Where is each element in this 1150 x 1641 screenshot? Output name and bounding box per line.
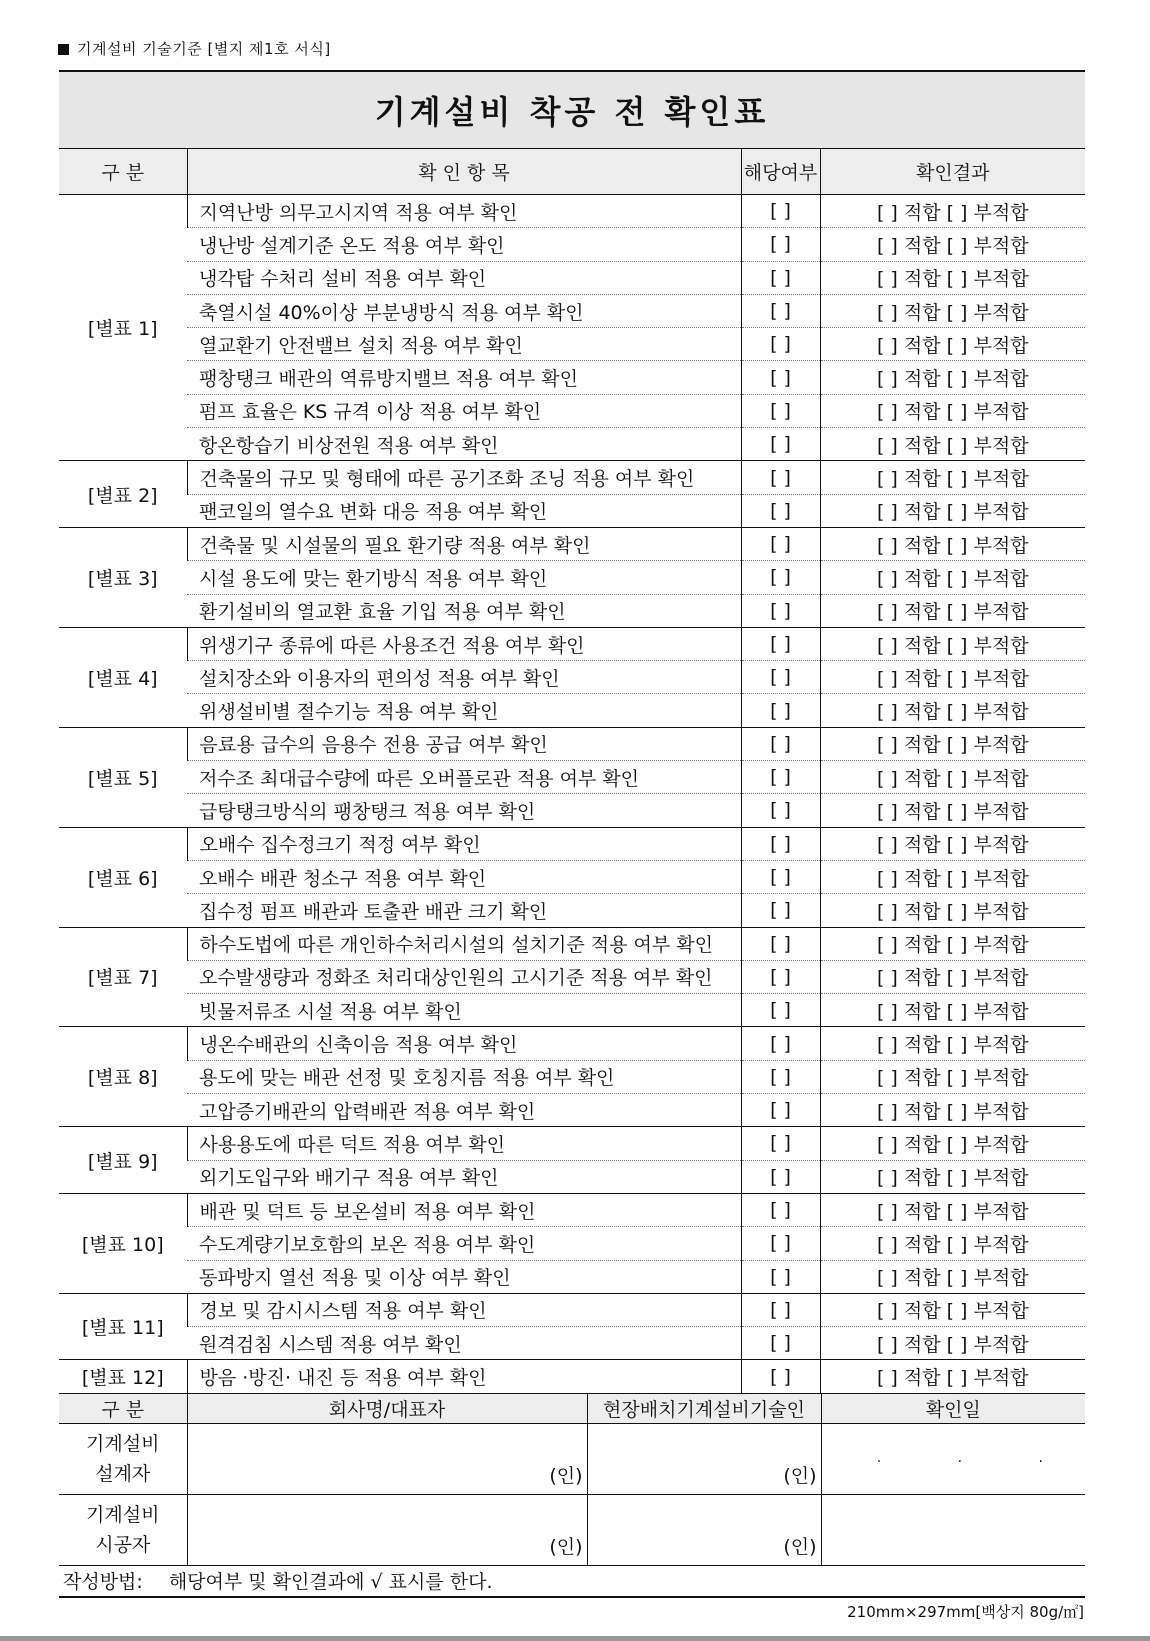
writing-method-text: 해당여부 및 확인결과에 √ 표시를 한다.	[168, 1571, 493, 1594]
result-checkboxes[interactable]: [ ] 적합 [ ] 부적합	[820, 694, 1085, 727]
check-item: 위생설비별 절수기능 적용 여부 확인	[187, 694, 741, 727]
check-item: 경보 및 감시시스템 적용 여부 확인	[187, 1293, 741, 1326]
check-item: 축열시설 40%이상 부분냉방식 적용 여부 확인	[187, 294, 741, 327]
result-checkboxes[interactable]: [ ] 적합 [ ] 부적합	[820, 228, 1085, 261]
signature-row-designer	[59, 1423, 1085, 1494]
check-item: 동파방지 열선 적용 및 이상 여부 확인	[187, 1260, 741, 1293]
checklist-row	[59, 394, 1085, 427]
checklist-row	[59, 960, 1085, 993]
checklist-row	[59, 860, 1085, 893]
section-label: [별표 4]	[59, 627, 187, 727]
applicable-checkbox[interactable]: [ ]	[741, 827, 820, 860]
check-item: 건축물의 규모 및 형태에 따른 공기조화 조닝 적용 여부 확인	[187, 461, 741, 494]
checklist-row	[59, 661, 1085, 694]
applicable-checkbox[interactable]: [ ]	[741, 494, 820, 527]
check-item: 냉각탑 수처리 설비 적용 여부 확인	[187, 261, 741, 294]
column-result: 확인결과	[820, 149, 1085, 195]
seal-mark: (인)	[549, 1464, 583, 1487]
applicable-checkbox[interactable]: [ ]	[741, 294, 820, 327]
section-label: [별표 9]	[59, 1127, 187, 1194]
check-item: 펌프 효율은 KS 규격 이상 적용 여부 확인	[187, 394, 741, 427]
designer-date-field[interactable]	[821, 1423, 1085, 1494]
sign-column-category: 구 분	[59, 1394, 187, 1424]
result-checkboxes[interactable]: [ ] 적합 [ ] 부적합	[820, 1260, 1085, 1293]
check-item: 건축물 및 시설물의 필요 환기량 적용 여부 확인	[187, 527, 741, 560]
constructor-label: 기계설비 시공자	[59, 1494, 187, 1565]
date-dots: . . .	[876, 1449, 1079, 1466]
seal-mark: (인)	[783, 1464, 817, 1487]
seal-mark: (인)	[549, 1535, 583, 1558]
checklist-row	[59, 1360, 1085, 1393]
applicable-checkbox[interactable]: [ ]	[741, 927, 820, 960]
checklist-row	[59, 461, 1085, 494]
check-item: 오배수 배관 청소구 적용 여부 확인	[187, 860, 741, 893]
result-checkboxes[interactable]: [ ] 적합 [ ] 부적합	[820, 1060, 1085, 1093]
bottom-divider	[0, 1636, 1150, 1641]
applicable-checkbox[interactable]: [ ]	[741, 261, 820, 294]
checklist-row	[59, 827, 1085, 860]
check-item: 저수조 최대급수량에 따른 오버플로관 적용 여부 확인	[187, 761, 741, 794]
result-checkboxes[interactable]: [ ] 적합 [ ] 부적합	[820, 594, 1085, 627]
applicable-checkbox[interactable]: [ ]	[741, 1193, 820, 1226]
applicable-checkbox[interactable]: [ ]	[741, 1260, 820, 1293]
applicable-checkbox[interactable]: [ ]	[741, 195, 820, 228]
result-checkboxes[interactable]: [ ] 적합 [ ] 부적합	[820, 761, 1085, 794]
applicable-checkbox[interactable]: [ ]	[741, 661, 820, 694]
checklist-row	[59, 328, 1085, 361]
result-checkboxes[interactable]: [ ] 적합 [ ] 부적합	[820, 1027, 1085, 1060]
checklist-row	[59, 994, 1085, 1027]
applicable-checkbox[interactable]: [ ]	[741, 960, 820, 993]
applicable-checkbox[interactable]: [ ]	[741, 727, 820, 760]
checklist-row	[59, 594, 1085, 627]
result-checkboxes[interactable]: [ ] 적합 [ ] 부적합	[820, 1160, 1085, 1193]
check-item: 지역난방 의무고시지역 적용 여부 확인	[187, 195, 741, 228]
result-checkboxes[interactable]: [ ] 적합 [ ] 부적합	[820, 727, 1085, 760]
applicable-checkbox[interactable]: [ ]	[741, 527, 820, 560]
applicable-checkbox[interactable]: [ ]	[741, 428, 820, 461]
check-item: 열교환기 안전밸브 설치 적용 여부 확인	[187, 328, 741, 361]
sign-column-company: 회사명/대표자	[187, 1394, 587, 1424]
result-checkboxes[interactable]: [ ] 적합 [ ] 부적합	[820, 1293, 1085, 1326]
applicable-checkbox[interactable]: [ ]	[741, 1160, 820, 1193]
section-label: [별표 1]	[59, 195, 187, 461]
checklist-row	[59, 894, 1085, 927]
applicable-checkbox[interactable]: [ ]	[741, 627, 820, 660]
check-item: 시설 용도에 맞는 환기방식 적용 여부 확인	[187, 561, 741, 594]
applicable-checkbox[interactable]: [ ]	[741, 1027, 820, 1060]
section-label: [별표 3]	[59, 527, 187, 627]
designer-label: 기계설비 설계자	[59, 1423, 187, 1494]
result-checkboxes[interactable]: [ ] 적합 [ ] 부적합	[820, 827, 1085, 860]
checklist-row	[59, 761, 1085, 794]
writing-method	[59, 1566, 1085, 1596]
constructor-engineer-field[interactable]	[587, 1494, 821, 1565]
check-item: 항온항습기 비상전원 적용 여부 확인	[187, 428, 741, 461]
check-item: 외기도입구와 배기구 적용 여부 확인	[187, 1160, 741, 1193]
check-item: 집수정 펌프 배관과 토출관 배관 크기 확인	[187, 894, 741, 927]
checklist-row	[59, 261, 1085, 294]
applicable-checkbox[interactable]: [ ]	[741, 461, 820, 494]
applicable-checkbox[interactable]: [ ]	[741, 1293, 820, 1326]
result-checkboxes[interactable]: [ ] 적합 [ ] 부적합	[820, 1227, 1085, 1260]
checklist-row	[59, 228, 1085, 261]
checklist-row	[59, 294, 1085, 327]
result-checkboxes[interactable]: [ ] 적합 [ ] 부적합	[820, 261, 1085, 294]
result-checkboxes[interactable]: [ ] 적합 [ ] 부적합	[820, 1127, 1085, 1160]
signature-header-row	[59, 1394, 1085, 1424]
applicable-checkbox[interactable]: [ ]	[741, 394, 820, 427]
applicable-checkbox[interactable]: [ ]	[741, 860, 820, 893]
applicable-checkbox[interactable]: [ ]	[741, 1060, 820, 1093]
seal-mark: (인)	[783, 1535, 817, 1558]
applicable-checkbox[interactable]: [ ]	[741, 228, 820, 261]
sign-column-engineer: 현장배치기계설비기술인	[587, 1394, 821, 1424]
applicable-checkbox[interactable]: [ ]	[741, 361, 820, 394]
column-category: 구 분	[59, 149, 187, 195]
result-checkboxes[interactable]: [ ] 적합 [ ] 부적합	[820, 661, 1085, 694]
applicable-checkbox[interactable]: [ ]	[741, 1127, 820, 1160]
applicable-checkbox[interactable]: [ ]	[741, 761, 820, 794]
checklist-row	[59, 1327, 1085, 1360]
checklist-row	[59, 527, 1085, 560]
check-item: 오수발생량과 정화조 처리대상인원의 고시기준 적용 여부 확인	[187, 960, 741, 993]
check-item: 냉온수배관의 신축이음 적용 여부 확인	[187, 1027, 741, 1060]
result-checkboxes[interactable]: [ ] 적합 [ ] 부적합	[820, 294, 1085, 327]
checklist-table	[59, 149, 1085, 1394]
checklist-row	[59, 794, 1085, 827]
checklist-row	[59, 1094, 1085, 1127]
result-checkboxes[interactable]: [ ] 적합 [ ] 부적합	[820, 461, 1085, 494]
square-bullet-icon	[58, 44, 69, 55]
result-checkboxes[interactable]: [ ] 적합 [ ] 부적합	[820, 494, 1085, 527]
applicable-checkbox[interactable]: [ ]	[741, 594, 820, 627]
constructor-date-field[interactable]	[821, 1494, 1085, 1565]
result-checkboxes[interactable]: [ ] 적합 [ ] 부적합	[820, 561, 1085, 594]
checklist-row	[59, 1227, 1085, 1260]
checklist-row	[59, 1027, 1085, 1060]
section-label: [별표 12]	[59, 1360, 187, 1393]
result-checkboxes[interactable]: [ ] 적합 [ ] 부적합	[820, 361, 1085, 394]
section-label: [별표 11]	[59, 1293, 187, 1360]
result-checkboxes[interactable]: [ ] 적합 [ ] 부적합	[820, 627, 1085, 660]
check-item: 고압증기배관의 압력배관 적용 여부 확인	[187, 1094, 741, 1127]
check-item: 하수도법에 따른 개인하수처리시설의 설치기준 적용 여부 확인	[187, 927, 741, 960]
check-item: 방음 ·방진· 내진 등 적용 여부 확인	[187, 1360, 741, 1393]
result-checkboxes[interactable]: [ ] 적합 [ ] 부적합	[820, 860, 1085, 893]
checklist-row	[59, 1193, 1085, 1226]
checklist-row	[59, 694, 1085, 727]
applicable-checkbox[interactable]: [ ]	[741, 328, 820, 361]
result-checkboxes[interactable]: [ ] 적합 [ ] 부적합	[820, 894, 1085, 927]
form-header-label: 기계설비 기술기준 [별지 제1호 서식]	[58, 38, 331, 59]
section-label: [별표 2]	[59, 461, 187, 528]
checklist-row	[59, 561, 1085, 594]
check-item: 위생기구 종류에 따른 사용조건 적용 여부 확인	[187, 627, 741, 660]
check-item: 음료용 급수의 음용수 전용 공급 여부 확인	[187, 727, 741, 760]
check-item: 팽창탱크 배관의 역류방지밸브 적용 여부 확인	[187, 361, 741, 394]
result-checkboxes[interactable]: [ ] 적합 [ ] 부적합	[820, 328, 1085, 361]
result-checkboxes[interactable]: [ ] 적합 [ ] 부적합	[820, 1360, 1085, 1393]
designer-engineer-field[interactable]	[587, 1423, 821, 1494]
checklist-form	[59, 70, 1085, 1598]
constructor-company-field[interactable]	[187, 1494, 587, 1565]
checklist-row	[59, 428, 1085, 461]
check-item: 냉난방 설계기준 온도 적용 여부 확인	[187, 228, 741, 261]
check-item: 급탕탱크방식의 팽창탱크 적용 여부 확인	[187, 794, 741, 827]
check-item: 팬코일의 열수요 변화 대응 적용 여부 확인	[187, 494, 741, 527]
check-item: 빗물저류조 시설 적용 여부 확인	[187, 994, 741, 1027]
result-checkboxes[interactable]: [ ] 적합 [ ] 부적합	[820, 994, 1085, 1027]
applicable-checkbox[interactable]: [ ]	[741, 694, 820, 727]
check-item: 수도계량기보호함의 보온 적용 여부 확인	[187, 1227, 741, 1260]
applicable-checkbox[interactable]: [ ]	[741, 894, 820, 927]
paper-spec: 210mm×297mm[백상지 80g/㎡]	[847, 1603, 1084, 1621]
checklist-row	[59, 1060, 1085, 1093]
checklist-body	[59, 195, 1085, 1394]
result-checkboxes[interactable]: [ ] 적합 [ ] 부적합	[820, 1094, 1085, 1127]
section-label: [별표 8]	[59, 1027, 187, 1127]
check-item: 환기설비의 열교환 효율 기입 적용 여부 확인	[187, 594, 741, 627]
checklist-row	[59, 627, 1085, 660]
section-label: [별표 10]	[59, 1193, 187, 1293]
applicable-checkbox[interactable]: [ ]	[741, 794, 820, 827]
applicable-checkbox[interactable]: [ ]	[741, 994, 820, 1027]
checklist-row	[59, 927, 1085, 960]
checklist-row	[59, 494, 1085, 527]
result-checkboxes[interactable]: [ ] 적합 [ ] 부적합	[820, 794, 1085, 827]
section-label: [별표 7]	[59, 927, 187, 1027]
result-checkboxes[interactable]: [ ] 적합 [ ] 부적합	[820, 527, 1085, 560]
check-item: 배관 및 덕트 등 보온설비 적용 여부 확인	[187, 1193, 741, 1226]
result-checkboxes[interactable]: [ ] 적합 [ ] 부적합	[820, 960, 1085, 993]
designer-company-field[interactable]	[187, 1423, 587, 1494]
form-title: 기계설비 착공 전 확인표	[59, 72, 1085, 149]
result-checkboxes[interactable]: [ ] 적합 [ ] 부적합	[820, 394, 1085, 427]
check-item: 설치장소와 이용자의 편의성 적용 여부 확인	[187, 661, 741, 694]
checklist-row	[59, 195, 1085, 228]
column-applicable: 해당여부	[741, 149, 820, 195]
checklist-row	[59, 727, 1085, 760]
checklist-row	[59, 361, 1085, 394]
check-item: 원격검침 시스템 적용 여부 확인	[187, 1327, 741, 1360]
signature-table	[59, 1394, 1085, 1566]
sign-column-date: 확인일	[821, 1394, 1085, 1424]
checklist-row	[59, 1160, 1085, 1193]
column-item: 확 인 항 목	[187, 149, 741, 195]
applicable-checkbox[interactable]: [ ]	[741, 561, 820, 594]
result-checkboxes[interactable]: [ ] 적합 [ ] 부적합	[820, 428, 1085, 461]
check-item: 오배수 집수정크기 적정 여부 확인	[187, 827, 741, 860]
checklist-row	[59, 1260, 1085, 1293]
applicable-checkbox[interactable]: [ ]	[741, 1094, 820, 1127]
result-checkboxes[interactable]: [ ] 적합 [ ] 부적합	[820, 927, 1085, 960]
section-label: [별표 5]	[59, 727, 187, 827]
checklist-header-row	[59, 149, 1085, 195]
applicable-checkbox[interactable]: [ ]	[741, 1360, 820, 1393]
check-item: 사용용도에 따른 덕트 적용 여부 확인	[187, 1127, 741, 1160]
signature-row-constructor	[59, 1494, 1085, 1565]
applicable-checkbox[interactable]: [ ]	[741, 1227, 820, 1260]
checklist-row	[59, 1293, 1085, 1326]
checklist-row	[59, 1127, 1085, 1160]
result-checkboxes[interactable]: [ ] 적합 [ ] 부적합	[820, 1193, 1085, 1226]
check-item: 용도에 맞는 배관 선정 및 호칭지름 적용 여부 확인	[187, 1060, 741, 1093]
writing-method-label: 작성방법:	[63, 1571, 143, 1594]
result-checkboxes[interactable]: [ ] 적합 [ ] 부적합	[820, 1327, 1085, 1360]
section-label: [별표 6]	[59, 827, 187, 927]
applicable-checkbox[interactable]: [ ]	[741, 1327, 820, 1360]
result-checkboxes[interactable]: [ ] 적합 [ ] 부적합	[820, 195, 1085, 228]
